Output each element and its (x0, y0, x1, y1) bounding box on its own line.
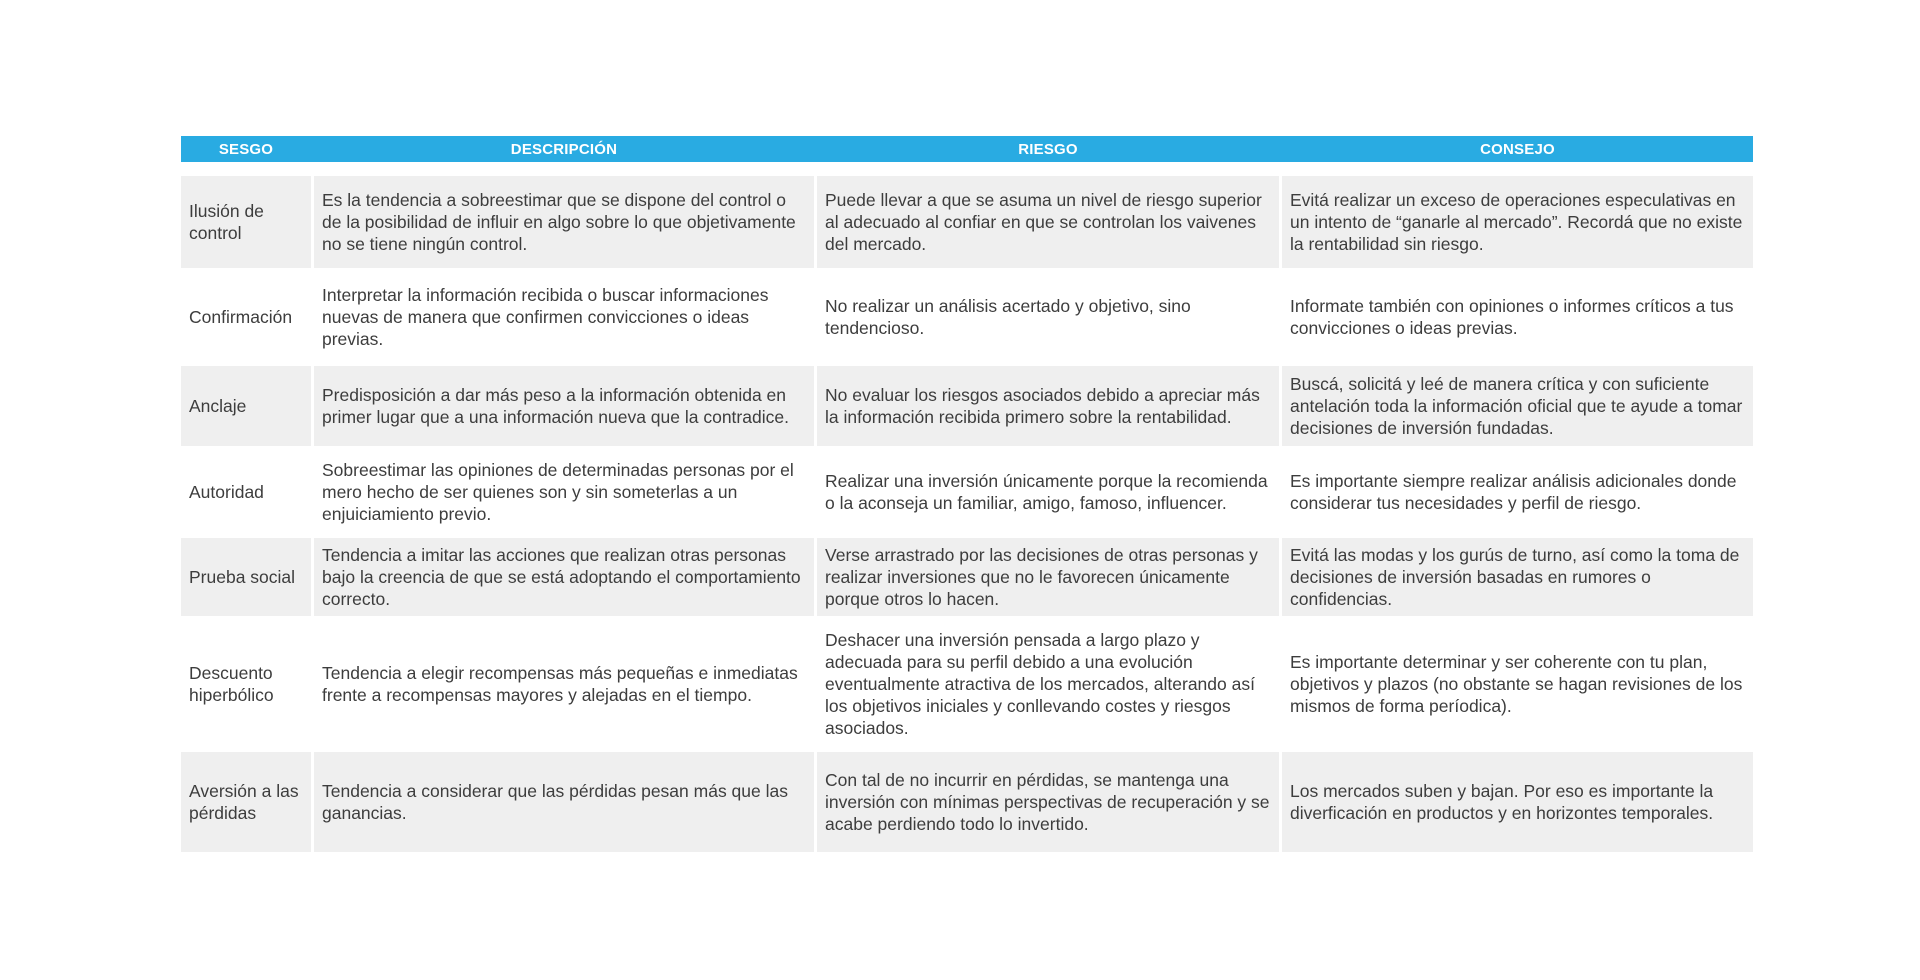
table-row (181, 456, 1753, 528)
cell-riesgo: Con tal de no incurrir en pérdidas, se mantenga una inversión con mínimas perspectivas de recuperación y se acabe perdiendo todo lo invertido. (817, 752, 1279, 852)
column-header-sesgo: SESGO (218, 140, 274, 158)
cell-riesgo: No realizar un análisis acertado y objetivo, sino tendencioso. (817, 278, 1279, 356)
cell-sesgo: Confirmación (181, 278, 311, 356)
cell-sesgo: Aversión a las pérdidas (181, 752, 311, 852)
cell-consejo: Evitá realizar un exceso de operaciones especulativas en un intento de “ganarle al mercado”. Recordá que no existe la rentabilidad sin riesgo. (1282, 176, 1753, 268)
cell-sesgo: Descuento hiperbólico (181, 626, 311, 742)
cell-riesgo: No evaluar los riesgos asociados debido a apreciar más la información recibida primero sobre la rentabilidad. (817, 366, 1279, 446)
cell-riesgo: Verse arrastrado por las decisiones de otras personas y realizar inversiones que no le favorecen únicamente porque otros lo hacen. (817, 538, 1279, 616)
table-row (181, 366, 1753, 446)
table-row (181, 626, 1753, 742)
cell-descripcion: Tendencia a imitar las acciones que realizan otras personas bajo la creencia de que se está adoptando el comportamiento correcto. (314, 538, 814, 616)
cell-descripcion: Tendencia a elegir recompensas más pequeñas e inmediatas frente a recompensas mayores y alejadas en el tiempo. (314, 626, 814, 742)
cell-consejo: Evitá las modas y los gurús de turno, así como la toma de decisiones de inversión basadas en rumores o confidencias. (1282, 538, 1753, 616)
table-row (181, 278, 1753, 356)
cell-sesgo: Autoridad (181, 456, 311, 528)
cell-descripcion: Es la tendencia a sobreestimar que se dispone del control o de la posibilidad de influir en algo sobre lo que objetivamente no se tiene ningún control. (314, 176, 814, 268)
table-header (181, 136, 1753, 162)
cell-riesgo: Realizar una inversión únicamente porque la recomienda o la aconseja un familiar, amigo, famoso, influencer. (817, 456, 1279, 528)
column-header-consejo: CONSEJO (1480, 140, 1555, 158)
cell-riesgo: Puede llevar a que se asuma un nivel de riesgo superior al adecuado al confiar en que se controlan los vaivenes del mercado. (817, 176, 1279, 268)
cell-sesgo: Ilusión de control (181, 176, 311, 268)
table-row (181, 176, 1753, 268)
table-row (181, 752, 1753, 852)
cell-descripcion: Tendencia a considerar que las pérdidas pesan más que las ganancias. (314, 752, 814, 852)
bias-table (181, 136, 1753, 862)
cell-consejo: Informate también con opiniones o informes críticos a tus convicciones o ideas previas. (1282, 278, 1753, 356)
column-header-riesgo: RIESGO (1018, 140, 1078, 158)
table-row (181, 538, 1753, 616)
cell-consejo: Es importante determinar y ser coherente con tu plan, objetivos y plazos (no obstante se hagan revisiones de los mismos de forma períodica). (1282, 626, 1753, 742)
cell-consejo: Buscá, solicitá y leé de manera crítica y con suficiente antelación toda la información oficial que te ayude a tomar decisiones de inversión fundadas. (1282, 366, 1753, 446)
cell-sesgo: Anclaje (181, 366, 311, 446)
cell-descripcion: Interpretar la información recibida o buscar informaciones nuevas de manera que confirmen convicciones o ideas previas. (314, 278, 814, 356)
cell-riesgo: Deshacer una inversión pensada a largo plazo y adecuada para su perfil debido a una evolución eventualmente atractiva de los mercados, alterando así los objetivos iniciales y conllevando costes y riesgos asociados. (817, 626, 1279, 742)
cell-descripcion: Predisposición a dar más peso a la información obtenida en primer lugar que a una información nueva que la contradice. (314, 366, 814, 446)
column-header-descripcion: DESCRIPCIÓN (510, 140, 618, 158)
cell-consejo: Los mercados suben y bajan. Por eso es importante la diverficación en productos y en horizontes temporales. (1282, 752, 1753, 852)
cell-consejo: Es importante siempre realizar análisis adicionales donde considerar tus necesidades y perfil de riesgo. (1282, 456, 1753, 528)
cell-sesgo: Prueba social (181, 538, 311, 616)
cell-descripcion: Sobreestimar las opiniones de determinadas personas por el mero hecho de ser quienes son y sin someterlas a un enjuiciamiento previo. (314, 456, 814, 528)
